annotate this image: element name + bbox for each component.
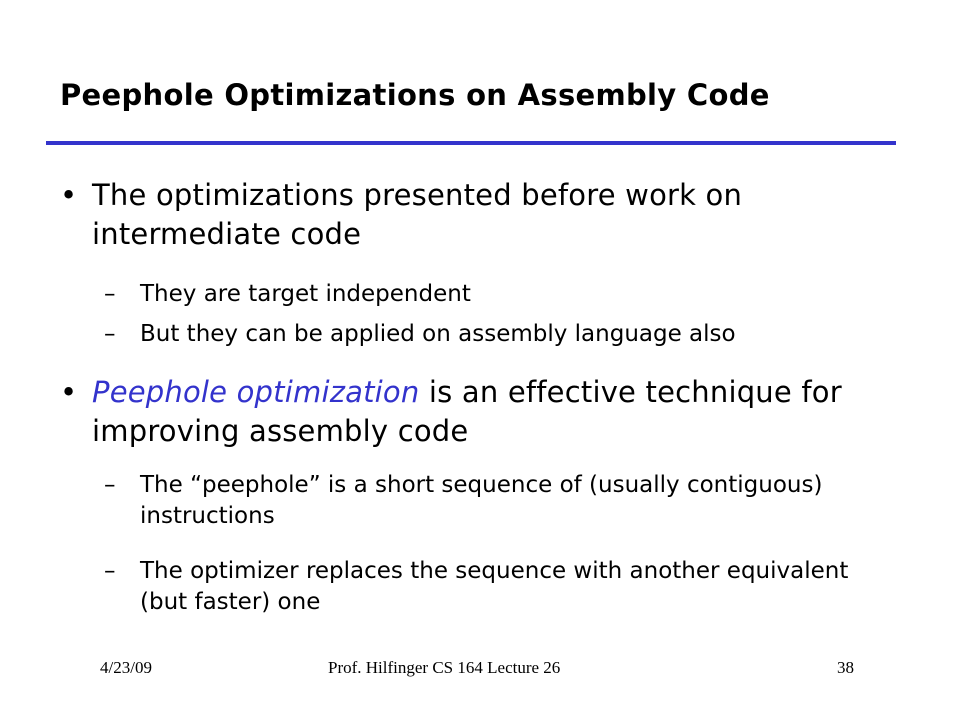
sub-bullet-text: They are target independent — [140, 281, 471, 307]
sub-bullet-marker: – — [104, 472, 116, 498]
bullet-text: is an effective technique for improving assembly code — [92, 375, 842, 448]
sub-bullet-marker: – — [104, 281, 116, 307]
emphasized-term: Peephole optimization — [92, 375, 420, 409]
footer-date: 4/23/09 — [100, 658, 152, 677]
bullet-marker: • — [60, 178, 78, 212]
slide-title: Peephole Optimizations on Assembly Code — [60, 78, 770, 112]
sub-bullet-text: But they can be applied on assembly language also — [140, 321, 736, 347]
bullet-item — [60, 176, 912, 254]
title-underline — [46, 141, 896, 145]
sub-bullet-marker: – — [104, 558, 116, 584]
sub-bullet-item — [104, 279, 900, 310]
sub-bullet-text: The optimizer replaces the sequence with another equivalent (but faster) one — [140, 558, 849, 615]
bullet-text: The optimizations presented before work on intermediate code — [92, 178, 743, 251]
sub-bullet-item — [104, 319, 900, 350]
sub-bullet-item — [104, 556, 900, 618]
sub-bullet-text: The “peephole” is a short sequence of (usually contiguous) instructions — [140, 472, 823, 529]
sub-bullet-item — [104, 470, 900, 532]
footer-course: Prof. Hilfinger CS 164 Lecture 26 — [328, 658, 561, 677]
bullet-item — [60, 373, 912, 451]
sub-bullet-marker: – — [104, 321, 116, 347]
footer-page-number: 38 — [837, 658, 854, 677]
bullet-marker: • — [60, 375, 78, 409]
